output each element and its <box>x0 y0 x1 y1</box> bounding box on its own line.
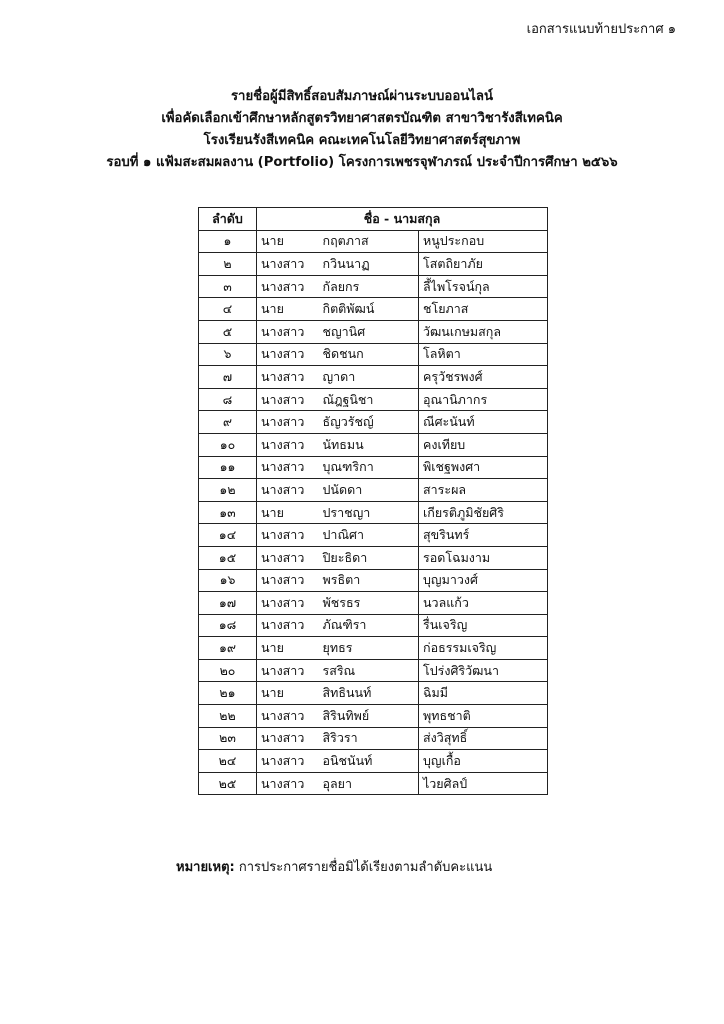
last-name: โลหิตา <box>419 343 548 366</box>
last-name: วัฒนเกษมสกุล <box>419 320 548 343</box>
first-name: ปิยะธิดา <box>319 546 419 569</box>
row-number: ๒๕ <box>199 772 257 795</box>
last-name: พุทธชาติ <box>419 705 548 728</box>
candidate-table <box>198 207 548 795</box>
last-name: ชโยภาส <box>419 298 548 321</box>
last-name: รื่นเจริญ <box>419 614 548 637</box>
first-name: ปราชญา <box>319 501 419 524</box>
remark-label: หมายเหตุ: <box>176 860 235 875</box>
order-header: ลำดับ <box>199 208 257 231</box>
last-name: สุขรินทร์ <box>419 524 548 547</box>
row-number: ๔ <box>199 298 257 321</box>
name-title: นางสาว <box>257 546 319 569</box>
row-number: ๑๕ <box>199 546 257 569</box>
remark-text: การประกาศรายชื่อมิได้เรียงตามลำดับคะแนน <box>238 860 493 875</box>
table-row <box>199 524 548 547</box>
first-name: นัทธมน <box>319 433 419 456</box>
row-number: ๒๑ <box>199 682 257 705</box>
first-name: สิรินทิพย์ <box>319 705 419 728</box>
name-title: นางสาว <box>257 614 319 637</box>
name-title: นาย <box>257 298 319 321</box>
row-number: ๑๒ <box>199 479 257 502</box>
table-row <box>199 659 548 682</box>
row-number: ๑๔ <box>199 524 257 547</box>
row-number: ๒ <box>199 253 257 276</box>
name-title: นางสาว <box>257 433 319 456</box>
last-name: นวลแก้ว <box>419 592 548 615</box>
first-name: สิริวรา <box>319 727 419 750</box>
table-row <box>199 366 548 389</box>
last-name: ครุวัชรพงศ์ <box>419 366 548 389</box>
first-name: รสริณ <box>319 659 419 682</box>
first-name: ชิดชนก <box>319 343 419 366</box>
last-name: อุณานิภากร <box>419 388 548 411</box>
table-row <box>199 388 548 411</box>
table-body <box>199 230 548 795</box>
name-title: นางสาว <box>257 253 319 276</box>
name-title: นางสาว <box>257 411 319 434</box>
first-name: พัชรธร <box>319 592 419 615</box>
last-name: โปร่งศิริวัฒนา <box>419 659 548 682</box>
table-row <box>199 411 548 434</box>
name-title: นางสาว <box>257 569 319 592</box>
first-name: สิทธินนท์ <box>319 682 419 705</box>
table-row <box>199 320 548 343</box>
name-title: นางสาว <box>257 705 319 728</box>
row-number: ๑๓ <box>199 501 257 524</box>
name-title: นาย <box>257 637 319 660</box>
table-row <box>199 682 548 705</box>
first-name: พรธิตา <box>319 569 419 592</box>
last-name: ณีศะนันท์ <box>419 411 548 434</box>
table-row <box>199 637 548 660</box>
first-name: ชญานิศ <box>319 320 419 343</box>
table-row <box>199 298 548 321</box>
name-title: นางสาว <box>257 320 319 343</box>
table-row <box>199 614 548 637</box>
name-title: นางสาว <box>257 388 319 411</box>
row-number: ๒๓ <box>199 727 257 750</box>
name-title: นาย <box>257 230 319 253</box>
table-row <box>199 343 548 366</box>
table-row <box>199 705 548 728</box>
last-name: บุญมาวงศ์ <box>419 569 548 592</box>
row-number: ๑๑ <box>199 456 257 479</box>
last-name: ไวยศิลป์ <box>419 772 548 795</box>
row-number: ๑๖ <box>199 569 257 592</box>
first-name: ยุทธร <box>319 637 419 660</box>
last-name: บุญเกื้อ <box>419 750 548 773</box>
name-title: นาย <box>257 682 319 705</box>
first-name: อุลยา <box>319 772 419 795</box>
last-name: คงเทียบ <box>419 433 548 456</box>
name-title: นางสาว <box>257 275 319 298</box>
last-name: ลี้ไพโรจน์กุล <box>419 275 548 298</box>
table-row <box>199 479 548 502</box>
table-header-row <box>199 208 548 231</box>
name-title: นาย <box>257 501 319 524</box>
row-number: ๖ <box>199 343 257 366</box>
first-name: กิตติพัฒน์ <box>319 298 419 321</box>
name-title: นางสาว <box>257 343 319 366</box>
table-row <box>199 750 548 773</box>
row-number: ๙ <box>199 411 257 434</box>
first-name: บุณฑริกา <box>319 456 419 479</box>
row-number: ๘ <box>199 388 257 411</box>
first-name: กวินนาฏ <box>319 253 419 276</box>
name-title: นางสาว <box>257 456 319 479</box>
name-title: นางสาว <box>257 659 319 682</box>
table-row <box>199 592 548 615</box>
row-number: ๗ <box>199 366 257 389</box>
first-name: ปนัดดา <box>319 479 419 502</box>
table-row <box>199 569 548 592</box>
table-row <box>199 433 548 456</box>
first-name: ธัญวรัชญ์ <box>319 411 419 434</box>
first-name: ญาดา <box>319 366 419 389</box>
row-number: ๑๘ <box>199 614 257 637</box>
first-name: กัลยกร <box>319 275 419 298</box>
row-number: ๑ <box>199 230 257 253</box>
name-title: นางสาว <box>257 727 319 750</box>
attachment-note: เอกสารแนบท้ายประกาศ ๑ <box>526 22 676 37</box>
row-number: ๒๒ <box>199 705 257 728</box>
name-title: นางสาว <box>257 366 319 389</box>
last-name: ส่งวิสุทธิ์ <box>419 727 548 750</box>
row-number: ๒๔ <box>199 750 257 773</box>
heading-line-1: รายชื่อผู้มีสิทธิ์สอบสัมภาษณ์ผ่านระบบออนไลน์ <box>230 89 494 104</box>
table-row <box>199 275 548 298</box>
last-name: ก่อธรรมเจริญ <box>419 637 548 660</box>
row-number: ๕ <box>199 320 257 343</box>
table-row <box>199 772 548 795</box>
document-heading <box>0 86 724 174</box>
last-name: หนูประกอบ <box>419 230 548 253</box>
last-name: สาระผล <box>419 479 548 502</box>
table-row <box>199 727 548 750</box>
last-name: ฉิมมี <box>419 682 548 705</box>
first-name: ภัณฑิรา <box>319 614 419 637</box>
name-title: นางสาว <box>257 479 319 502</box>
name-title: นางสาว <box>257 772 319 795</box>
table-row <box>199 253 548 276</box>
first-name: กฤตภาส <box>319 230 419 253</box>
heading-line-3: โรงเรียนรังสีเทคนิค คณะเทคโนโลยีวิทยาศาสตร์สุขภาพ <box>203 133 521 148</box>
name-title: นางสาว <box>257 524 319 547</box>
row-number: ๑๙ <box>199 637 257 660</box>
table-row <box>199 230 548 253</box>
row-number: ๒๐ <box>199 659 257 682</box>
heading-line-4: รอบที่ ๑ แฟ้มสะสมผลงาน (Portfolio) โครงการเพชรจุฬาภรณ์ ประจำปีการศึกษา ๒๕๖๖ <box>106 155 618 170</box>
first-name: อนิชนันท์ <box>319 750 419 773</box>
last-name: พิเชฐพงศา <box>419 456 548 479</box>
last-name: รอดโฉมงาม <box>419 546 548 569</box>
last-name: เกียรติภูมิชัยศิริ <box>419 501 548 524</box>
row-number: ๑๐ <box>199 433 257 456</box>
row-number: ๓ <box>199 275 257 298</box>
name-title: นางสาว <box>257 592 319 615</box>
name-title: นางสาว <box>257 750 319 773</box>
heading-line-2: เพื่อคัดเลือกเข้าศึกษาหลักสูตรวิทยาศาสตรบัณฑิต สาขาวิชารังสีเทคนิค <box>161 111 563 126</box>
row-number: ๑๗ <box>199 592 257 615</box>
table-row <box>199 501 548 524</box>
first-name: ปาณิศา <box>319 524 419 547</box>
remark <box>176 856 492 877</box>
first-name: ณัฎฐนิชา <box>319 388 419 411</box>
table-row <box>199 456 548 479</box>
last-name: โสตถิยาภัย <box>419 253 548 276</box>
name-header: ชื่อ - นามสกุล <box>257 208 548 231</box>
table-row <box>199 546 548 569</box>
